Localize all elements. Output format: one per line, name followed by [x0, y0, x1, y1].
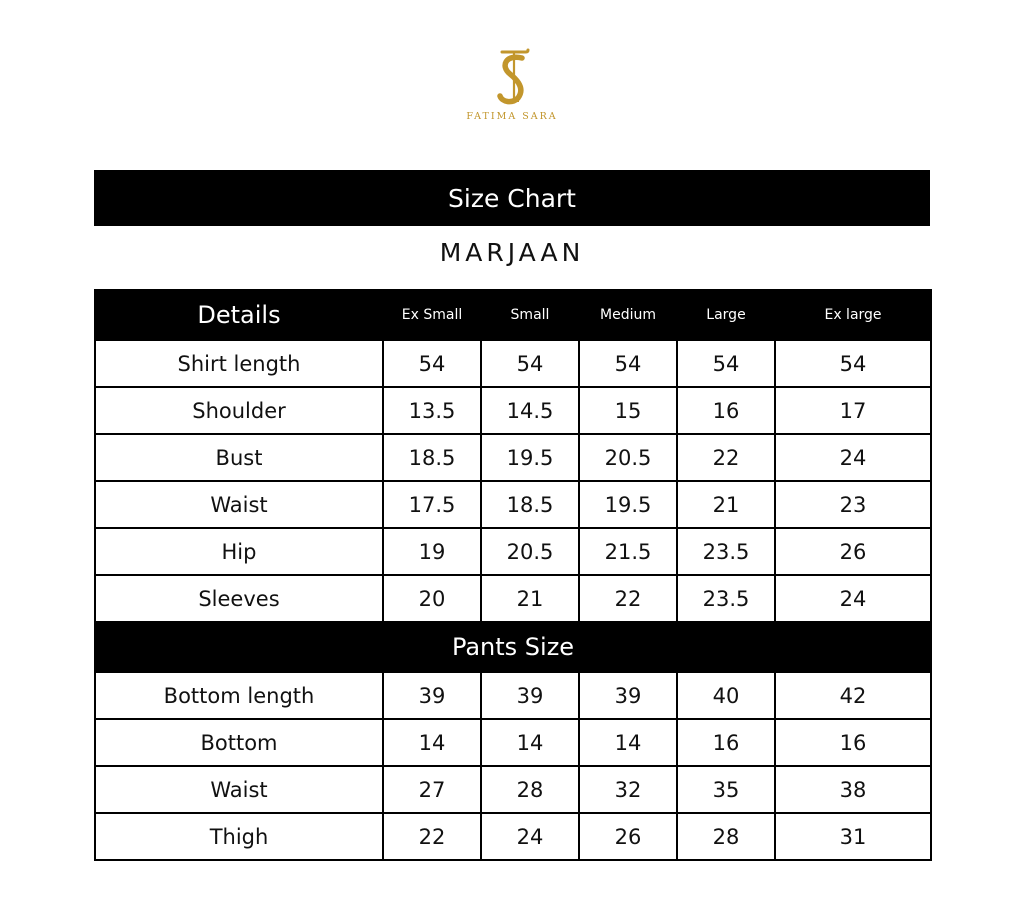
column-header-small: Small [481, 290, 579, 340]
table-cell: 39 [579, 672, 677, 719]
table-cell: 23.5 [677, 575, 775, 622]
table-cell: 38 [775, 766, 931, 813]
table-cell: 20.5 [481, 528, 579, 575]
table-cell: 20.5 [579, 434, 677, 481]
table-row [95, 672, 931, 719]
table-cell: 20 [383, 575, 481, 622]
table-cell: 32 [579, 766, 677, 813]
table-cell: 14 [579, 719, 677, 766]
row-label: Bottom length [95, 672, 383, 719]
table-cell: 39 [383, 672, 481, 719]
table-cell: 19 [383, 528, 481, 575]
column-header-details: Details [95, 290, 383, 340]
table-cell: 16 [677, 719, 775, 766]
table-row [95, 766, 931, 813]
table-row [95, 813, 931, 860]
table-cell: 54 [677, 340, 775, 387]
table-cell: 18.5 [383, 434, 481, 481]
table-cell: 27 [383, 766, 481, 813]
table-cell: 23 [775, 481, 931, 528]
size-chart-table [94, 289, 932, 861]
row-label: Bottom [95, 719, 383, 766]
table-row [95, 481, 931, 528]
table-cell: 21.5 [579, 528, 677, 575]
table-cell: 22 [383, 813, 481, 860]
table-cell: 35 [677, 766, 775, 813]
table-cell: 24 [481, 813, 579, 860]
table-cell: 26 [579, 813, 677, 860]
table-cell: 17 [775, 387, 931, 434]
row-label: Thigh [95, 813, 383, 860]
table-cell: 14 [383, 719, 481, 766]
table-cell: 39 [481, 672, 579, 719]
page-title: Size Chart [448, 183, 576, 213]
table-cell: 18.5 [481, 481, 579, 528]
table-cell: 14.5 [481, 387, 579, 434]
row-label: Bust [95, 434, 383, 481]
column-header-medium: Medium [579, 290, 677, 340]
table-cell: 24 [775, 575, 931, 622]
column-header-ex-small: Ex Small [383, 290, 481, 340]
table-cell: 16 [677, 387, 775, 434]
row-label: Waist [95, 766, 383, 813]
table-cell: 21 [481, 575, 579, 622]
size-chart-banner [94, 170, 930, 226]
section-title: Pants Size [95, 622, 931, 672]
product-name: MARJAAN [439, 238, 585, 267]
table-cell: 28 [481, 766, 579, 813]
table-cell: 19.5 [481, 434, 579, 481]
table-cell: 17.5 [383, 481, 481, 528]
table-cell: 54 [775, 340, 931, 387]
table-cell: 16 [775, 719, 931, 766]
table-cell: 13.5 [383, 387, 481, 434]
table-row [95, 719, 931, 766]
pants-section-row [95, 622, 931, 672]
table-row [95, 575, 931, 622]
table-cell: 24 [775, 434, 931, 481]
table-cell: 19.5 [579, 481, 677, 528]
table-cell: 40 [677, 672, 775, 719]
table-header-row [95, 290, 931, 340]
table-cell: 23.5 [677, 528, 775, 575]
row-label: Shirt length [95, 340, 383, 387]
table-cell: 54 [579, 340, 677, 387]
row-label: Sleeves [95, 575, 383, 622]
table-cell: 54 [383, 340, 481, 387]
column-header-ex-large: Ex large [775, 290, 931, 340]
table-cell: 22 [677, 434, 775, 481]
table-cell: 14 [481, 719, 579, 766]
table-cell: 15 [579, 387, 677, 434]
table-cell: 42 [775, 672, 931, 719]
table-row [95, 434, 931, 481]
row-label: Waist [95, 481, 383, 528]
brand-name: FATIMA SARA [466, 111, 558, 122]
table-row [95, 340, 931, 387]
table-cell: 28 [677, 813, 775, 860]
table-cell: 21 [677, 481, 775, 528]
table-cell: 31 [775, 813, 931, 860]
column-header-large: Large [677, 290, 775, 340]
row-label: Shoulder [95, 387, 383, 434]
table-row [95, 387, 931, 434]
table-cell: 22 [579, 575, 677, 622]
table-cell: 26 [775, 528, 931, 575]
table-row [95, 528, 931, 575]
table-cell: 54 [481, 340, 579, 387]
row-label: Hip [95, 528, 383, 575]
